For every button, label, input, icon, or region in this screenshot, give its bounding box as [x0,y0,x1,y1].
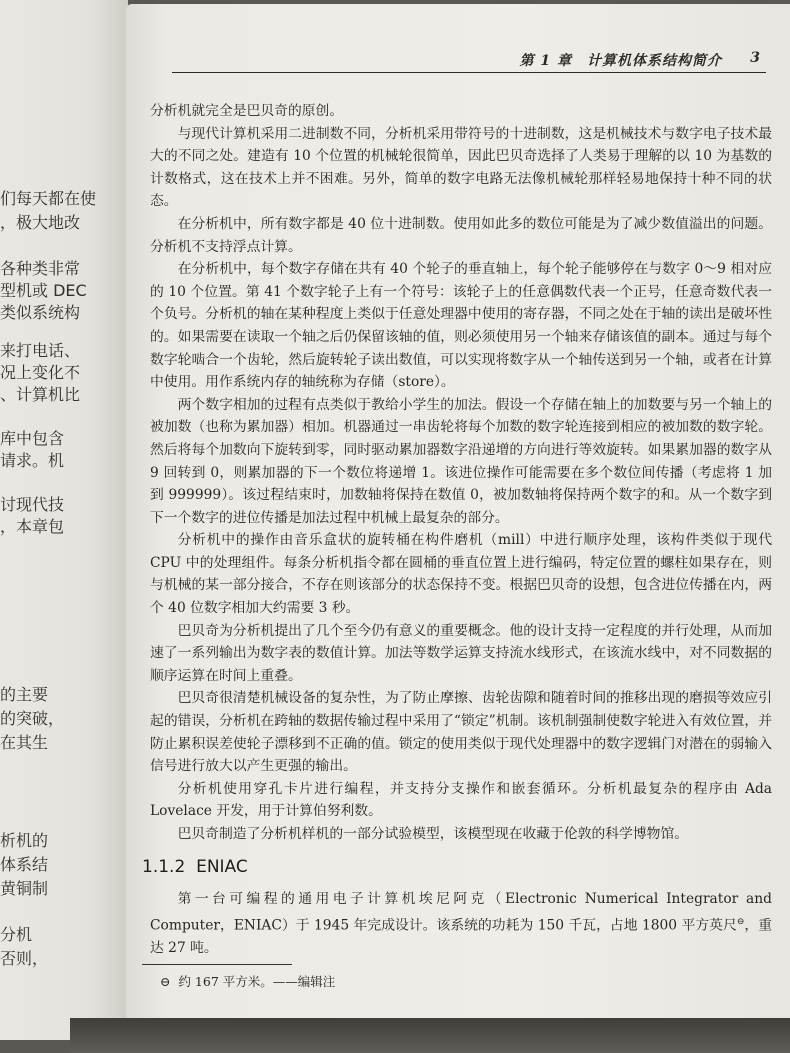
paragraph: 分析机中的操作由音乐盒状的旋转桶在构件磨机（mill）中进行顺序处理，该构件类似于现代 CPU 中的处理组件。每条分析机指令都在圆桶的垂直位置上进行编码，特定位置的螺柱如果存在，则与机械的某一部分接合，不存在则该部分的状态保持不变。根据巴贝奇的设想，包含进位传播在内，两个 40 位数字相加大约需要 3 秒。 [150,532,772,617]
body-text [142,100,773,993]
left-page-line: ，本章包 [0,517,65,536]
page-number: 3 [750,50,760,66]
chapter-title: 第 1 章 计算机体系结构简介 [519,53,722,69]
footnote [160,971,772,994]
paragraph: 在分析机中，每个数字存储在共有 40 个轮子的垂直轴上，每个轮子能够停在与数字 0～9 相对应的 10 个位置。第 41 个数字轮子上有一个符号：该轮子上的任意偶数代表一个正号，任意奇数代表一个负号。分析机的轴在某种程度上类似于任意处理器中使用的寄存器，不同之处在于轴的读出是破坏性的。如果需要在读取一个轴之后仍保留该轴的值，则必须使用另一个轴来存储该值的副本。通过与每个数字轮啮合一个齿轮，然后旋转轮子读出数值，可以实现将数字从一个轴传送到另一个轴，或者在计算中使用。用作系统内存的轴统称为存储（store）。 [150,261,772,391]
left-page-line: 体系结 [0,855,49,874]
section-number: 1.1.2 [142,856,186,877]
paragraph: 巴贝奇为分析机提出了几个至今仍有意义的重要概念。他的设计支持一定程度的并行处理，从而加速了一系列输出为数字表的数值计算。加法等数学运算支持流水线形式，在该流水线中，对不同数据的顺序运算在时间上重叠。 [150,622,772,684]
left-page-line: 型机或 DEC [0,281,87,300]
footnote-text: 约 167 平方米。——编辑注 [178,973,336,989]
section-title: ENIAC [196,856,248,877]
left-page-line: 否则， [0,949,49,968]
left-page-line: 析机的 [0,831,49,850]
left-page-line: 各种类非常 [0,259,81,278]
table-surface [70,1018,790,1053]
left-page-line: 、计算机比 [0,385,81,404]
left-page-line: 况上变化不 [0,363,81,382]
left-page-line: 的突破， [0,709,65,728]
paragraph: 分析机就完全是巴贝奇的原创。 [150,103,344,119]
left-page-line: 分机 [0,925,33,944]
footnote-marker: ⊖ [736,916,745,927]
footnote-rule [142,964,292,965]
right-page [126,4,790,1026]
left-page [0,0,128,1040]
left-page-line: ，极大地改 [0,213,81,232]
left-page-line: 黄铜制 [0,879,49,898]
paragraph: 巴贝奇制造了分析机样机的一部分试验模型，该模型现在收藏于伦敦的科学博物馆。 [177,826,689,842]
paragraph: 分析机使用穿孔卡片进行编程，并支持分支操作和嵌套循环。分析机最复杂的程序由 Ada Lovelace 开发，用于计算伯努利数。 [150,780,772,820]
section-heading [142,856,772,879]
left-page-line: 来打电话、 [0,341,81,360]
paragraph: 在分析机中，所有数字都是 40 位十进制数。使用如此多的数位可能是为了减少数值溢出的问题。分析机不支持浮点计算。 [150,215,772,255]
eniac-paragraph: 第一台可编程的通用电子计算机埃尼阿克（Electronic Numerical Integrator and Computer，ENIAC）于 1945 年完成设计。该系统的功耗为 150 千瓦，占地 1800 平方英尺⊖，重达 27 吨。 [150,891,773,956]
left-page-line: 类似系统构 [0,303,81,322]
left-page-line: 请求。机 [0,451,65,470]
paragraph: 巴贝奇很清楚机械设备的复杂性，为了防止摩擦、齿轮齿隙和随着时间的推移出现的磨损等效应引起的错误，分析机在跨轴的数据传输过程中采用了“锁定”机制。该机制强制使数字轮进入有效位置，并防止累积误差使轮子漂移到不正确的值。锁定的使用类似于现代处理器中的数字逻辑门对潜在的弱输入信号进行放大以产生更强的输出。 [150,690,772,775]
paragraph: 两个数字相加的过程有点类似于教给小学生的加法。假设一个存储在轴上的加数要与另一个轴上的被加数（也称为累加器）相加。机器通过一串齿轮将每个加数的数字轮连接到相应的被加数的数字轮。然后将每个加数向下旋转到零，同时驱动累加器数字沿递增的方向进行等效旋转。如果累加器的数字从 9 回转到 0，则累加器的下一个数位将递增 1。该进位操作可能需要在多个数位间传播（考虑将 1 加到 999999）。该过程结束时，加数轴将保持在数值 0，被加数轴将保持两个数字的和。从一个数字到下一个数字的进位传播是加法过程中机械上最复杂的部分。 [150,396,772,526]
left-page-line: 库中包含 [0,429,65,448]
left-page-line: 讨现代技 [0,495,65,514]
left-page-line: 在其生 [0,733,49,752]
left-page-line: 的主要 [0,685,49,704]
paragraph: 与现代计算机采用二进制数不同，分析机采用带符号的十进制数，这是机械技术与数字电子技术最大的不同之处。建造有 10 个位置的机械轮很简单，因此巴贝奇选择了人类易于理解的以 10 为基数的计数格式，这在技术上并不困难。另外，简单的数字电路无法像机械轮那样轻易地保持十种不同的状态。 [150,125,772,210]
footnote-mark: ⊖ [160,973,171,989]
running-header [172,50,766,73]
left-page-line: 们每天都在使 [0,189,97,208]
